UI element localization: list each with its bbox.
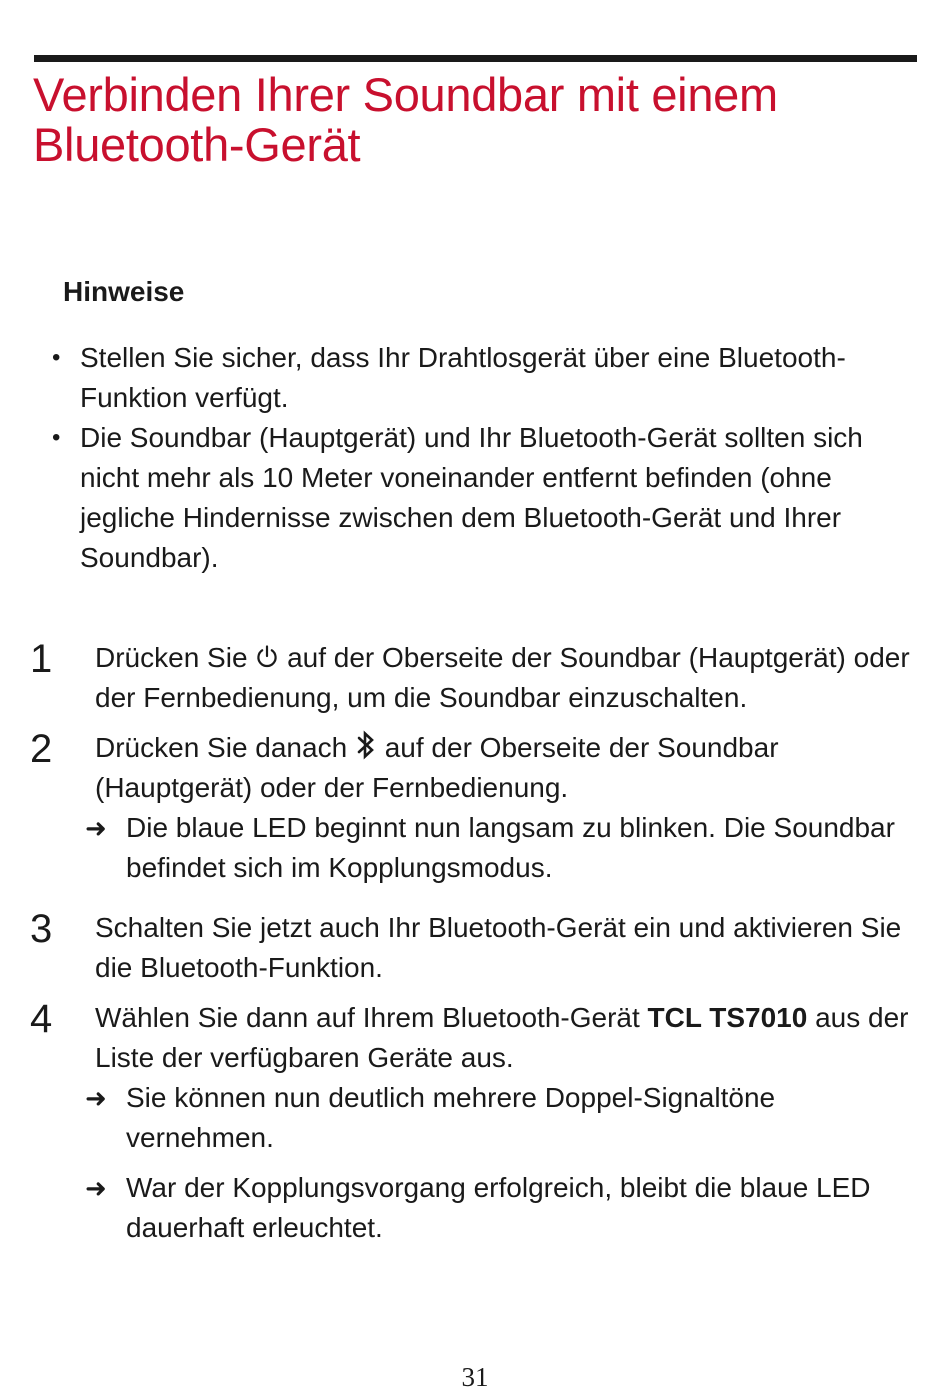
step-4 bbox=[30, 998, 920, 1248]
step-1 bbox=[30, 638, 920, 718]
step-result-text: War der Kopplungsvorgang erfolgreich, bleibt die blaue LED dauerhaft erleuchtet. bbox=[126, 1172, 871, 1243]
notes-item-text: Stellen Sie sicher, dass Ihr Drahtlosgerät über eine Bluetooth-Funktion verfügt. bbox=[80, 342, 846, 413]
step-text bbox=[95, 728, 920, 808]
step-text-before: Drücken Sie bbox=[95, 642, 248, 673]
steps-list bbox=[30, 638, 920, 1258]
step-text-before: Drücken Sie danach bbox=[95, 732, 348, 763]
power-icon bbox=[255, 644, 279, 670]
arrow-icon: ➜ bbox=[85, 1083, 107, 1113]
step-result bbox=[85, 1168, 920, 1248]
step-number: 4 bbox=[30, 997, 53, 1041]
step-text-after: auf der Oberseite der Soundbar (Hauptgerät) oder der Fernbedienung, um die Soundbar einzuschalten. bbox=[95, 642, 910, 713]
page-number: 31 bbox=[461, 1362, 489, 1392]
step-2 bbox=[30, 728, 920, 888]
bullet-icon: • bbox=[52, 424, 61, 451]
bluetooth-icon bbox=[355, 730, 377, 760]
step-text-after: auf der Oberseite der Soundbar (Hauptgerät) oder der Fernbedienung. bbox=[95, 732, 779, 803]
step-3 bbox=[30, 908, 920, 988]
step-number: 1 bbox=[30, 637, 53, 681]
arrow-icon: ➜ bbox=[85, 1173, 107, 1203]
device-name: TCL TS7010 bbox=[647, 1002, 808, 1033]
notes-item bbox=[50, 418, 910, 578]
notes-list bbox=[50, 338, 910, 578]
step-text bbox=[95, 998, 920, 1078]
page-title bbox=[33, 70, 913, 170]
step-result bbox=[85, 808, 920, 888]
step-number: 2 bbox=[30, 727, 53, 771]
step-text-after: aus der Liste der verfügbaren Geräte aus. bbox=[95, 1002, 909, 1073]
arrow-icon: ➜ bbox=[85, 813, 107, 843]
step-text-before: Wählen Sie dann auf Ihrem Bluetooth-Gerät bbox=[95, 1002, 640, 1033]
notes-item bbox=[50, 338, 910, 418]
step-result bbox=[85, 1078, 920, 1158]
step-text: Schalten Sie jetzt auch Ihr Bluetooth-Gerät ein und aktivieren Sie die Bluetooth-Funktion. bbox=[95, 912, 902, 983]
notes-heading: Hinweise bbox=[63, 276, 185, 307]
bullet-icon: • bbox=[52, 344, 61, 371]
step-result-text: Sie können nun deutlich mehrere Doppel-Signaltöne vernehmen. bbox=[126, 1082, 776, 1153]
step-text bbox=[95, 638, 920, 718]
top-rule bbox=[34, 55, 917, 62]
page-title-line1: Verbinden Ihrer Soundbar mit einem bbox=[33, 68, 778, 121]
notes-item-text: Die Soundbar (Hauptgerät) und Ihr Bluetooth-Gerät sollten sich nicht mehr als 10 Meter voneinander entfernt befinden (ohne jegliche Hindernisse zwischen dem Bluetooth-Gerät und Ihrer Soundbar). bbox=[80, 422, 863, 573]
step-number: 3 bbox=[30, 907, 53, 951]
step-result-text: Die blaue LED beginnt nun langsam zu blinken. Die Soundbar befindet sich im Kopplungsmodus. bbox=[126, 812, 895, 883]
page-title-line2: Bluetooth-Gerät bbox=[33, 118, 361, 171]
